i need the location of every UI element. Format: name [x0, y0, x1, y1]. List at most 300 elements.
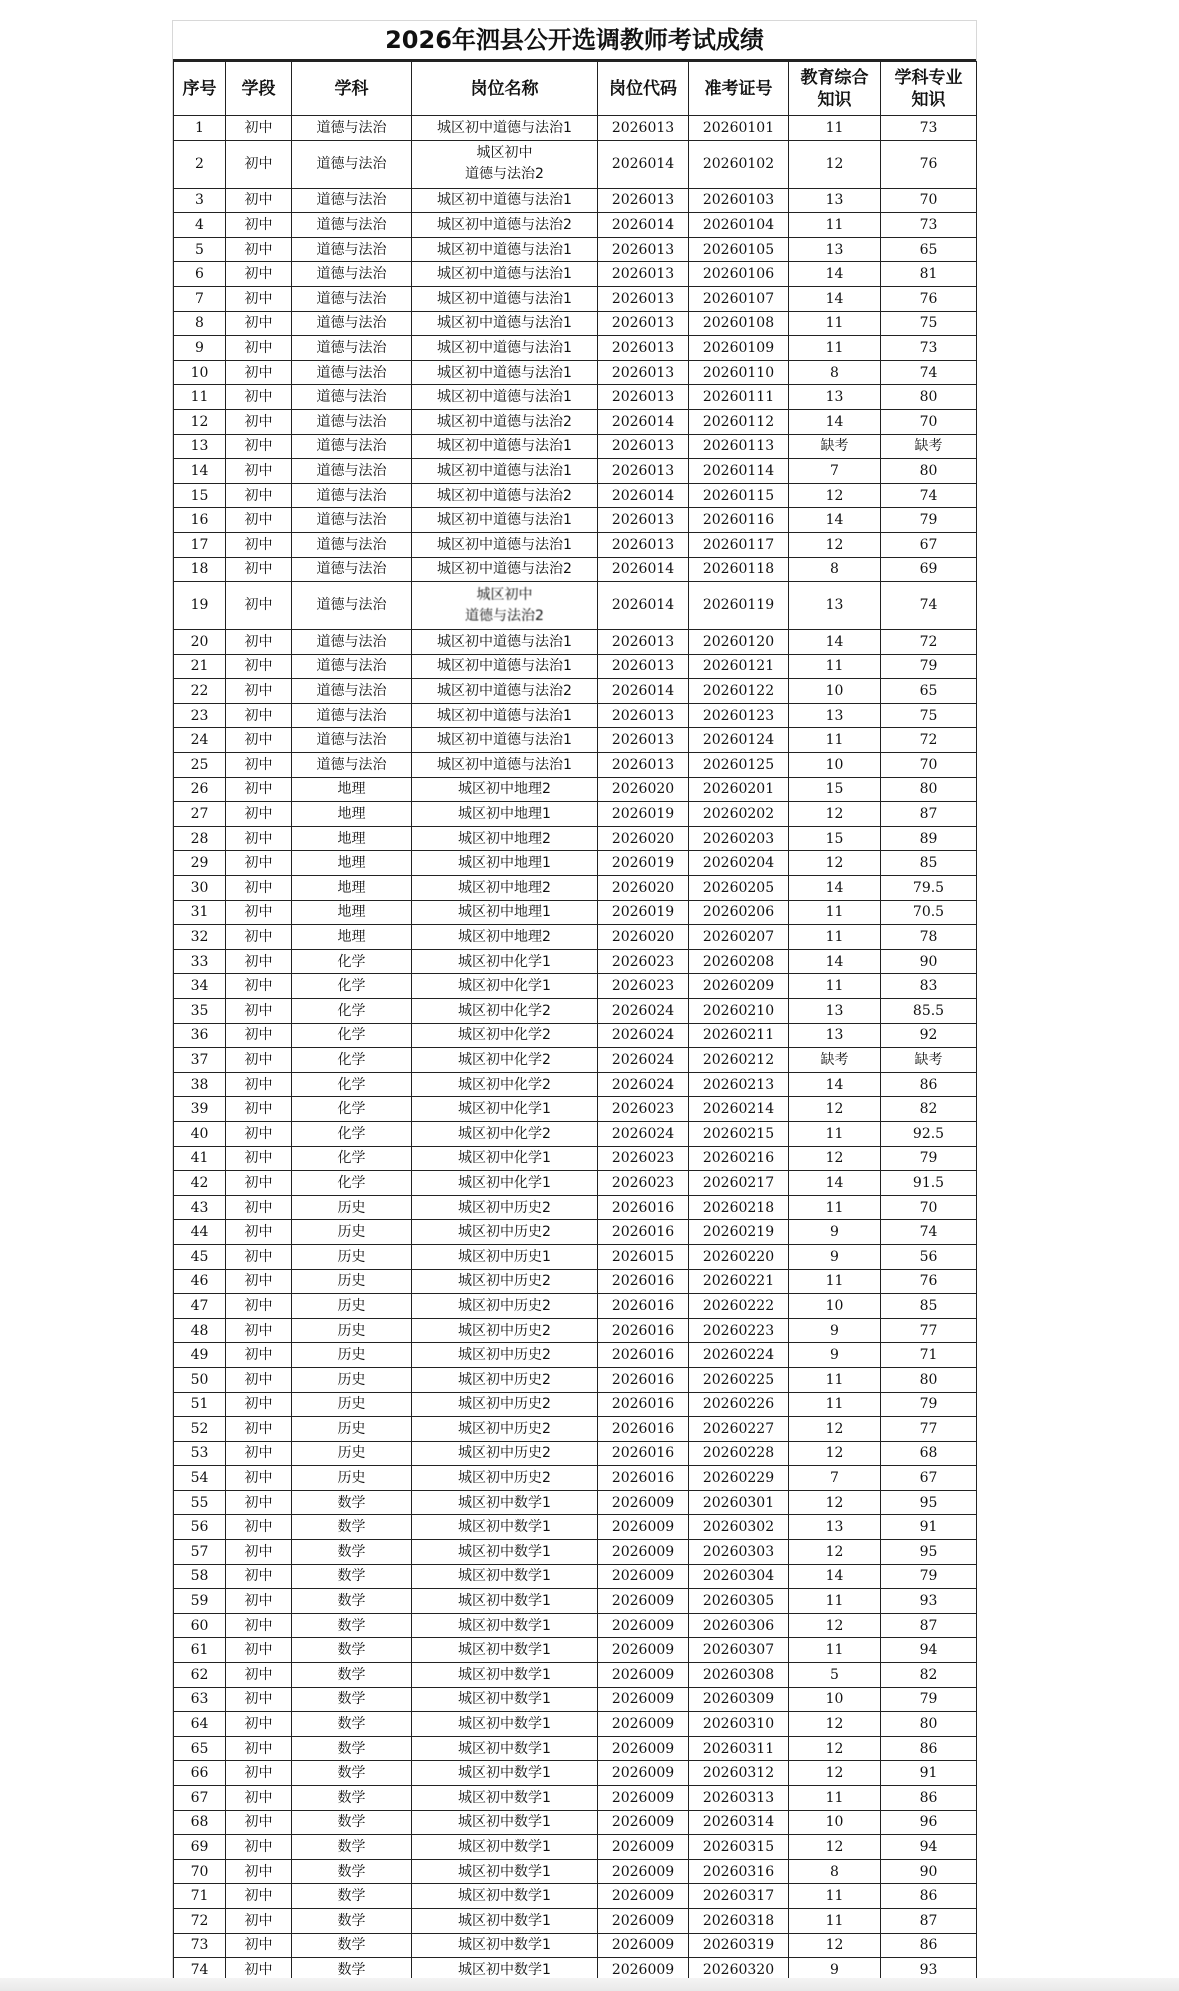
cell-subject-score: 80 [881, 1367, 977, 1392]
table-header-row [174, 62, 977, 116]
cell-position-name: 城区初中道德与法治2 [412, 557, 598, 582]
cell-stage: 初中 [226, 703, 292, 728]
cell-position-name: 城区初中化学1 [412, 1097, 598, 1122]
cell-position-code: 2026009 [598, 1663, 689, 1688]
cell-education-score: 12 [789, 1761, 881, 1786]
cell-position-code: 2026020 [598, 777, 689, 802]
header-subject-score: 学科专业 知识 [881, 62, 977, 116]
cell-position-name: 城区初中化学1 [412, 1171, 598, 1196]
cell-stage: 初中 [226, 483, 292, 508]
cell-ticket-number: 20260314 [689, 1810, 789, 1835]
cell-position-code: 2026016 [598, 1220, 689, 1245]
cell-stage: 初中 [226, 1663, 292, 1688]
cell-position-name: 城区初中数学1 [412, 1638, 598, 1663]
cell-education-score: 13 [789, 582, 881, 630]
cell-position-name: 城区初中道德与法治2 [412, 213, 598, 238]
cell-position-code: 2026019 [598, 851, 689, 876]
cell-position-code: 2026013 [598, 262, 689, 287]
cell-seq: 46 [174, 1269, 226, 1294]
cell-subject-score: 79 [881, 1146, 977, 1171]
cell-stage: 初中 [226, 1441, 292, 1466]
cell-ticket-number: 20260222 [689, 1294, 789, 1319]
cell-position-name: 城区初中道德与法治1 [412, 188, 598, 213]
cell-subject: 道德与法治 [292, 188, 412, 213]
cell-stage: 初中 [226, 213, 292, 238]
cell-education-score: 12 [789, 1417, 881, 1442]
cell-subject-score: 70 [881, 1195, 977, 1220]
cell-position-code: 2026013 [598, 286, 689, 311]
cell-subject-score: 72 [881, 728, 977, 753]
cell-position-code: 2026015 [598, 1244, 689, 1269]
cell-education-score: 12 [789, 1146, 881, 1171]
cell-subject-score: 56 [881, 1244, 977, 1269]
cell-subject: 道德与法治 [292, 434, 412, 459]
table-row [174, 851, 977, 876]
table-row [174, 286, 977, 311]
cell-education-score: 11 [789, 925, 881, 950]
cell-subject: 化学 [292, 1097, 412, 1122]
cell-seq: 5 [174, 237, 226, 262]
cell-subject: 化学 [292, 1171, 412, 1196]
cell-position-name: 城区初中道德与法治1 [412, 508, 598, 533]
table-row [174, 925, 977, 950]
cell-ticket-number: 20260204 [689, 851, 789, 876]
cell-seq: 8 [174, 311, 226, 336]
cell-position-name: 城区初中历史2 [412, 1367, 598, 1392]
cell-ticket-number: 20260105 [689, 237, 789, 262]
cell-position-code: 2026013 [598, 753, 689, 778]
table-row [174, 140, 977, 188]
table-row [174, 1761, 977, 1786]
cell-position-name: 城区初中地理2 [412, 876, 598, 901]
cell-ticket-number: 20260308 [689, 1663, 789, 1688]
cell-subject: 数学 [292, 1736, 412, 1761]
cell-seq: 51 [174, 1392, 226, 1417]
cell-stage: 初中 [226, 802, 292, 827]
cell-ticket-number: 20260113 [689, 434, 789, 459]
cell-seq: 55 [174, 1490, 226, 1515]
cell-subject-score: 95 [881, 1540, 977, 1565]
table-row [174, 1244, 977, 1269]
cell-education-score: 缺考 [789, 1048, 881, 1073]
cell-subject: 道德与法治 [292, 728, 412, 753]
cell-subject-score: 65 [881, 237, 977, 262]
cell-seq: 71 [174, 1884, 226, 1909]
cell-subject: 历史 [292, 1244, 412, 1269]
cell-education-score: 11 [789, 974, 881, 999]
cell-seq: 62 [174, 1663, 226, 1688]
cell-seq: 3 [174, 188, 226, 213]
cell-stage: 初中 [226, 1146, 292, 1171]
table-row [174, 1613, 977, 1638]
cell-subject-score: 90 [881, 949, 977, 974]
table-row [174, 1023, 977, 1048]
table-row [174, 974, 977, 999]
cell-seq: 48 [174, 1318, 226, 1343]
cell-subject-score: 85 [881, 851, 977, 876]
cell-stage: 初中 [226, 1269, 292, 1294]
cell-seq: 4 [174, 213, 226, 238]
score-table [173, 61, 977, 1983]
cell-subject-score: 67 [881, 1466, 977, 1491]
cell-position-name: 城区初中历史2 [412, 1343, 598, 1368]
cell-ticket-number: 20260203 [689, 826, 789, 851]
table-row [174, 1220, 977, 1245]
cell-education-score: 12 [789, 1736, 881, 1761]
cell-ticket-number: 20260115 [689, 483, 789, 508]
cell-stage: 初中 [226, 1859, 292, 1884]
cell-seq: 15 [174, 483, 226, 508]
table-row [174, 1835, 977, 1860]
cell-subject-score: 70 [881, 753, 977, 778]
cell-subject-score: 81 [881, 262, 977, 287]
cell-education-score: 13 [789, 237, 881, 262]
cell-subject-score: 80 [881, 459, 977, 484]
cell-position-name: 城区初中地理1 [412, 851, 598, 876]
cell-stage: 初中 [226, 1958, 292, 1983]
cell-stage: 初中 [226, 1220, 292, 1245]
cell-position-name: 城区初中 道德与法治2 [412, 582, 598, 630]
cell-subject: 道德与法治 [292, 582, 412, 630]
cell-position-code: 2026016 [598, 1441, 689, 1466]
cell-education-score: 10 [789, 1294, 881, 1319]
cell-position-code: 2026023 [598, 949, 689, 974]
table-row [174, 508, 977, 533]
cell-position-name: 城区初中数学1 [412, 1761, 598, 1786]
cell-ticket-number: 20260125 [689, 753, 789, 778]
table-row [174, 1392, 977, 1417]
cell-subject-score: 86 [881, 1786, 977, 1811]
table-row [174, 753, 977, 778]
cell-seq: 41 [174, 1146, 226, 1171]
cell-subject-score: 82 [881, 1663, 977, 1688]
cell-subject: 地理 [292, 777, 412, 802]
cell-position-code: 2026009 [598, 1490, 689, 1515]
cell-subject-score: 85 [881, 1294, 977, 1319]
cell-education-score: 14 [789, 630, 881, 655]
cell-seq: 74 [174, 1958, 226, 1983]
cell-position-code: 2026013 [598, 703, 689, 728]
table-row [174, 385, 977, 410]
cell-education-score: 12 [789, 483, 881, 508]
cell-subject: 数学 [292, 1884, 412, 1909]
table-row [174, 188, 977, 213]
cell-seq: 61 [174, 1638, 226, 1663]
cell-position-name: 城区初中 道德与法治2 [412, 140, 598, 188]
cell-stage: 初中 [226, 999, 292, 1024]
cell-stage: 初中 [226, 286, 292, 311]
cell-stage: 初中 [226, 1171, 292, 1196]
cell-seq: 57 [174, 1540, 226, 1565]
cell-ticket-number: 20260122 [689, 679, 789, 704]
cell-subject: 数学 [292, 1958, 412, 1983]
cell-stage: 初中 [226, 116, 292, 141]
cell-ticket-number: 20260312 [689, 1761, 789, 1786]
cell-education-score: 12 [789, 1933, 881, 1958]
cell-ticket-number: 20260121 [689, 654, 789, 679]
cell-subject-score: 90 [881, 1859, 977, 1884]
cell-position-name: 城区初中数学1 [412, 1933, 598, 1958]
cell-stage: 初中 [226, 434, 292, 459]
cell-subject: 历史 [292, 1441, 412, 1466]
cell-education-score: 9 [789, 1244, 881, 1269]
cell-subject-score: 82 [881, 1097, 977, 1122]
score-sheet [172, 20, 977, 1984]
cell-subject: 历史 [292, 1466, 412, 1491]
cell-subject: 道德与法治 [292, 360, 412, 385]
cell-subject-score: 83 [881, 974, 977, 999]
cell-education-score: 14 [789, 286, 881, 311]
cell-stage: 初中 [226, 1712, 292, 1737]
cell-ticket-number: 20260112 [689, 409, 789, 434]
cell-ticket-number: 20260316 [689, 1859, 789, 1884]
table-row [174, 949, 977, 974]
cell-subject: 数学 [292, 1490, 412, 1515]
table-row [174, 336, 977, 361]
cell-stage: 初中 [226, 140, 292, 188]
cell-ticket-number: 20260221 [689, 1269, 789, 1294]
cell-ticket-number: 20260207 [689, 925, 789, 950]
cell-position-code: 2026023 [598, 1146, 689, 1171]
cell-seq: 73 [174, 1933, 226, 1958]
table-row [174, 213, 977, 238]
table-row [174, 1121, 977, 1146]
cell-subject-score: 76 [881, 1269, 977, 1294]
cell-subject: 数学 [292, 1908, 412, 1933]
cell-position-code: 2026013 [598, 532, 689, 557]
cell-position-code: 2026016 [598, 1466, 689, 1491]
cell-position-name: 城区初中数学1 [412, 1958, 598, 1983]
cell-subject: 地理 [292, 876, 412, 901]
cell-stage: 初中 [226, 1638, 292, 1663]
cell-ticket-number: 20260319 [689, 1933, 789, 1958]
cell-ticket-number: 20260218 [689, 1195, 789, 1220]
cell-subject: 道德与法治 [292, 409, 412, 434]
cell-position-code: 2026009 [598, 1810, 689, 1835]
cell-education-score: 11 [789, 1786, 881, 1811]
cell-education-score: 10 [789, 1810, 881, 1835]
cell-education-score: 12 [789, 1490, 881, 1515]
cell-ticket-number: 20260302 [689, 1515, 789, 1540]
cell-position-name: 城区初中道德与法治1 [412, 237, 598, 262]
cell-seq: 1 [174, 116, 226, 141]
cell-ticket-number: 20260227 [689, 1417, 789, 1442]
cell-ticket-number: 20260303 [689, 1540, 789, 1565]
cell-subject-score: 73 [881, 213, 977, 238]
cell-subject-score: 80 [881, 777, 977, 802]
cell-subject-score: 91 [881, 1761, 977, 1786]
cell-ticket-number: 20260313 [689, 1786, 789, 1811]
cell-position-code: 2026013 [598, 360, 689, 385]
cell-education-score: 12 [789, 1613, 881, 1638]
cell-ticket-number: 20260224 [689, 1343, 789, 1368]
cell-subject: 道德与法治 [292, 385, 412, 410]
cell-ticket-number: 20260219 [689, 1220, 789, 1245]
cell-education-score: 11 [789, 654, 881, 679]
cell-position-name: 城区初中化学2 [412, 999, 598, 1024]
cell-seq: 58 [174, 1564, 226, 1589]
table-row [174, 1859, 977, 1884]
cell-seq: 31 [174, 900, 226, 925]
cell-seq: 22 [174, 679, 226, 704]
cell-education-score: 14 [789, 949, 881, 974]
cell-position-name: 城区初中化学2 [412, 1048, 598, 1073]
cell-position-name: 城区初中道德与法治2 [412, 679, 598, 704]
cell-stage: 初中 [226, 237, 292, 262]
cell-seq: 65 [174, 1736, 226, 1761]
table-row [174, 1786, 977, 1811]
cell-subject: 历史 [292, 1392, 412, 1417]
cell-subject-score: 93 [881, 1958, 977, 1983]
cell-seq: 24 [174, 728, 226, 753]
cell-position-name: 城区初中化学1 [412, 1146, 598, 1171]
cell-education-score: 15 [789, 777, 881, 802]
cell-position-code: 2026009 [598, 1786, 689, 1811]
cell-stage: 初中 [226, 1195, 292, 1220]
cell-position-name: 城区初中道德与法治2 [412, 409, 598, 434]
table-row [174, 703, 977, 728]
cell-subject: 道德与法治 [292, 336, 412, 361]
table-row [174, 1195, 977, 1220]
cell-subject: 道德与法治 [292, 753, 412, 778]
cell-ticket-number: 20260215 [689, 1121, 789, 1146]
cell-subject-score: 86 [881, 1072, 977, 1097]
cell-position-code: 2026014 [598, 582, 689, 630]
cell-subject-score: 70.5 [881, 900, 977, 925]
cell-position-name: 城区初中历史2 [412, 1269, 598, 1294]
table-row [174, 900, 977, 925]
table-row [174, 1048, 977, 1073]
cell-stage: 初中 [226, 925, 292, 950]
cell-subject: 化学 [292, 1048, 412, 1073]
cell-subject-score: 92.5 [881, 1121, 977, 1146]
cell-subject: 数学 [292, 1540, 412, 1565]
cell-position-name: 城区初中道德与法治1 [412, 532, 598, 557]
cell-subject: 道德与法治 [292, 483, 412, 508]
cell-stage: 初中 [226, 728, 292, 753]
cell-subject-score: 86 [881, 1933, 977, 1958]
cell-subject: 道德与法治 [292, 311, 412, 336]
cell-ticket-number: 20260304 [689, 1564, 789, 1589]
cell-subject: 历史 [292, 1417, 412, 1442]
cell-subject-score: 86 [881, 1736, 977, 1761]
table-row [174, 1540, 977, 1565]
cell-position-code: 2026009 [598, 1908, 689, 1933]
cell-subject-score: 94 [881, 1835, 977, 1860]
cell-seq: 50 [174, 1367, 226, 1392]
cell-education-score: 13 [789, 999, 881, 1024]
cell-seq: 60 [174, 1613, 226, 1638]
cell-stage: 初中 [226, 654, 292, 679]
table-row [174, 1663, 977, 1688]
cell-seq: 64 [174, 1712, 226, 1737]
cell-ticket-number: 20260318 [689, 1908, 789, 1933]
cell-position-code: 2026009 [598, 1589, 689, 1614]
cell-ticket-number: 20260225 [689, 1367, 789, 1392]
cell-position-code: 2026023 [598, 1097, 689, 1122]
cell-position-code: 2026016 [598, 1294, 689, 1319]
cell-position-code: 2026016 [598, 1417, 689, 1442]
table-row [174, 557, 977, 582]
cell-ticket-number: 20260211 [689, 1023, 789, 1048]
cell-seq: 42 [174, 1171, 226, 1196]
cell-subject-score: 75 [881, 311, 977, 336]
cell-subject: 历史 [292, 1318, 412, 1343]
cell-ticket-number: 20260206 [689, 900, 789, 925]
cell-position-name: 城区初中道德与法治1 [412, 360, 598, 385]
cell-subject: 道德与法治 [292, 286, 412, 311]
cell-education-score: 14 [789, 1171, 881, 1196]
cell-subject: 化学 [292, 1072, 412, 1097]
cell-education-score: 11 [789, 1638, 881, 1663]
cell-position-code: 2026019 [598, 802, 689, 827]
cell-position-name: 城区初中道德与法治1 [412, 311, 598, 336]
cell-ticket-number: 20260320 [689, 1958, 789, 1983]
cell-position-code: 2026013 [598, 434, 689, 459]
cell-stage: 初中 [226, 1810, 292, 1835]
cell-ticket-number: 20260114 [689, 459, 789, 484]
cell-stage: 初中 [226, 1244, 292, 1269]
cell-seq: 14 [174, 459, 226, 484]
cell-stage: 初中 [226, 557, 292, 582]
cell-ticket-number: 20260213 [689, 1072, 789, 1097]
cell-position-name: 城区初中数学1 [412, 1908, 598, 1933]
cell-subject: 历史 [292, 1195, 412, 1220]
table-row [174, 1933, 977, 1958]
cell-position-code: 2026024 [598, 999, 689, 1024]
table-row [174, 582, 977, 630]
cell-position-code: 2026020 [598, 925, 689, 950]
cell-subject: 数学 [292, 1859, 412, 1884]
cell-subject: 道德与法治 [292, 140, 412, 188]
table-row [174, 311, 977, 336]
cell-stage: 初中 [226, 1761, 292, 1786]
cell-ticket-number: 20260101 [689, 116, 789, 141]
cell-subject-score: 70 [881, 409, 977, 434]
cell-position-code: 2026009 [598, 1835, 689, 1860]
cell-subject: 数学 [292, 1786, 412, 1811]
cell-subject-score: 74 [881, 582, 977, 630]
cell-stage: 初中 [226, 1589, 292, 1614]
cell-subject-score: 79 [881, 1392, 977, 1417]
cell-education-score: 13 [789, 385, 881, 410]
table-row [174, 409, 977, 434]
cell-education-score: 14 [789, 508, 881, 533]
cell-stage: 初中 [226, 1687, 292, 1712]
cell-stage: 初中 [226, 1392, 292, 1417]
cell-position-name: 城区初中数学1 [412, 1515, 598, 1540]
table-row [174, 999, 977, 1024]
cell-seq: 18 [174, 557, 226, 582]
cell-ticket-number: 20260106 [689, 262, 789, 287]
cell-subject-score: 缺考 [881, 1048, 977, 1073]
cell-subject-score: 86 [881, 1884, 977, 1909]
cell-education-score: 11 [789, 1392, 881, 1417]
cell-subject: 化学 [292, 999, 412, 1024]
cell-education-score: 15 [789, 826, 881, 851]
cell-seq: 35 [174, 999, 226, 1024]
table-row [174, 1564, 977, 1589]
cell-position-name: 城区初中数学1 [412, 1786, 598, 1811]
cell-subject-score: 92 [881, 1023, 977, 1048]
cell-position-name: 城区初中数学1 [412, 1859, 598, 1884]
table-row [174, 360, 977, 385]
cell-ticket-number: 20260123 [689, 703, 789, 728]
table-row [174, 1515, 977, 1540]
cell-seq: 44 [174, 1220, 226, 1245]
cell-position-code: 2026009 [598, 1958, 689, 1983]
cell-subject-score: 93 [881, 1589, 977, 1614]
